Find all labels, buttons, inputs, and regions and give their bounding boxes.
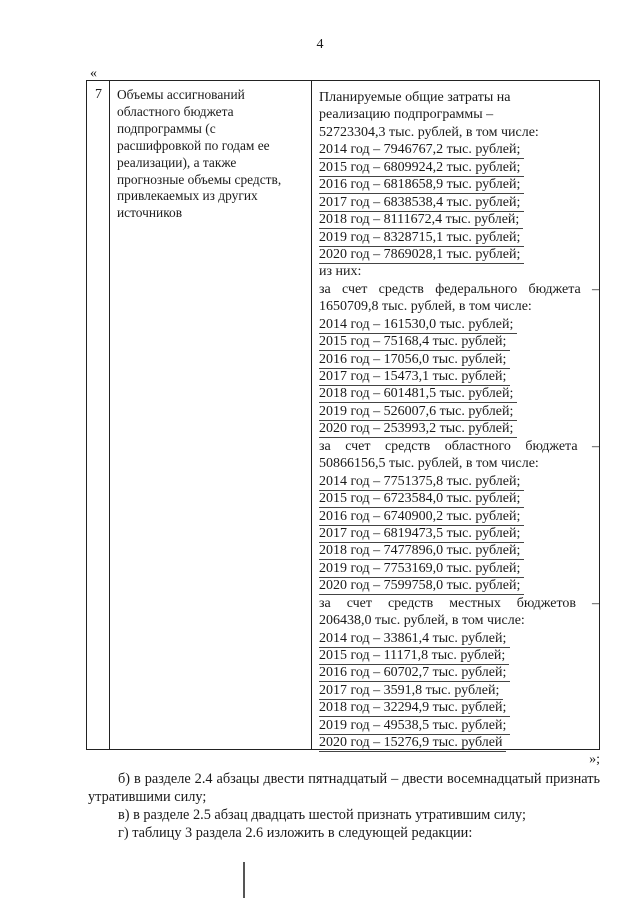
- value-text: 1650709,8 тыс. рублей, в том числе:: [319, 299, 532, 315]
- value-line: за счет средств областного бюджета –: [319, 438, 599, 454]
- page-number: 4: [316, 37, 324, 52]
- value-line: [319, 106, 599, 123]
- value-line: [319, 333, 599, 350]
- paragraph-g: г) таблицу 3 раздела 2.6 изложить в следующей редакции:: [118, 825, 473, 841]
- row-description: [117, 87, 285, 222]
- value-text: реализацию подпрограммы –: [319, 107, 494, 123]
- closing-quote-mark: »;: [589, 752, 600, 767]
- value-text: 2020 год – 7869028,1 тыс. рублей;: [319, 247, 524, 264]
- description-line: источников: [117, 205, 183, 221]
- value-text: 2015 год – 6809924,2 тыс. рублей;: [319, 160, 524, 177]
- value-line: [319, 159, 599, 176]
- value-line: [319, 141, 599, 158]
- value-line: [319, 298, 599, 315]
- value-text: 2014 год – 33861,4 тыс. рублей;: [319, 631, 510, 648]
- description-line: областного бюджета: [117, 103, 234, 119]
- value-text: Планируемые общие затраты на: [319, 90, 511, 105]
- value-line: за счет средств местных бюджетов –: [319, 595, 599, 611]
- value-line: [319, 577, 599, 594]
- value-line: [319, 385, 599, 402]
- description-line: расшифровкой по годам ее: [117, 137, 270, 153]
- value-line: [319, 699, 599, 716]
- description-line: привлекаемых из других: [117, 188, 258, 204]
- value-text: 2016 год – 17056,0 тыс. рублей;: [319, 352, 510, 369]
- value-text: 2018 год – 601481,5 тыс. рублей;: [319, 386, 517, 403]
- value-text: 2014 год – 7751375,8 тыс. рублей;: [319, 474, 524, 491]
- value-text: 2018 год – 7477896,0 тыс. рублей;: [319, 543, 524, 560]
- value-line: [319, 682, 599, 699]
- value-line: [319, 194, 599, 211]
- value-line: [319, 508, 599, 525]
- description-line: подпрограммы (с: [117, 120, 216, 136]
- value-text: 2017 год – 3591,8 тыс. рублей;: [319, 683, 503, 700]
- value-line: [319, 403, 599, 420]
- description-line: Объемы ассигнований: [117, 87, 245, 102]
- value-text: 2015 год – 75168,4 тыс. рублей;: [319, 334, 510, 351]
- value-text: 2018 год – 8111672,4 тыс. рублей;: [319, 212, 523, 229]
- value-text: из них:: [319, 264, 362, 280]
- value-line: [319, 612, 599, 629]
- value-text: 2019 год – 7753169,0 тыс. рублей;: [319, 561, 524, 578]
- value-line: [319, 490, 599, 507]
- value-text: 2015 год – 6723584,0 тыс. рублей;: [319, 491, 524, 508]
- value-text: 2019 год – 49538,5 тыс. рублей;: [319, 718, 510, 735]
- opening-quote-mark: «: [90, 66, 97, 81]
- value-text: 2015 год – 11171,8 тыс. рублей;: [319, 648, 509, 665]
- value-line: [319, 229, 599, 246]
- value-line: [319, 246, 599, 263]
- subprogram-funding-table: [86, 80, 600, 750]
- value-line: [319, 630, 599, 647]
- value-text: 2016 год – 6740900,2 тыс. рублей;: [319, 509, 524, 526]
- value-line: [319, 560, 599, 577]
- value-line: [319, 316, 599, 333]
- value-text: 2014 год – 7946767,2 тыс. рублей;: [319, 142, 524, 159]
- value-text: 206438,0 тыс. рублей, в том числе:: [319, 613, 525, 629]
- value-text: 2020 год – 7599758,0 тыс. рублей;: [319, 578, 524, 595]
- row-value-cell: [319, 89, 599, 752]
- value-line: [319, 717, 599, 734]
- value-text: 2020 год – 15276,9 тыс. рублей: [319, 735, 506, 752]
- row-number: 7: [95, 87, 102, 102]
- value-line: [319, 420, 599, 437]
- value-line: [319, 124, 599, 141]
- value-text: 2017 год – 15473,1 тыс. рублей;: [319, 369, 510, 386]
- value-line: [319, 734, 599, 751]
- value-line: [319, 176, 599, 193]
- description-line: прогнозные объемы средств,: [117, 171, 282, 187]
- value-line: [319, 211, 599, 228]
- table-column-divider: [109, 81, 110, 749]
- value-line: [319, 473, 599, 490]
- description-line: реализации), а также: [117, 154, 237, 170]
- value-line: [319, 368, 599, 385]
- binding-mark: [241, 862, 247, 898]
- value-text: 2017 год – 6838538,4 тыс. рублей;: [319, 195, 524, 212]
- value-text: 2017 год – 6819473,5 тыс. рублей;: [319, 526, 524, 543]
- value-text: 2018 год – 32294,9 тыс. рублей;: [319, 700, 510, 717]
- value-text: 2019 год – 526007,6 тыс. рублей;: [319, 404, 517, 421]
- value-line: [319, 664, 599, 681]
- value-line: [319, 525, 599, 542]
- value-text: 52723304,3 тыс. рублей, в том числе:: [319, 124, 539, 140]
- paragraph-b: б) в разделе 2.4 абзацы двести пятнадцатый – двести восемнадцатый признать утратившими силу;: [88, 771, 600, 805]
- value-text: 2019 год – 8328715,1 тыс. рублей;: [319, 230, 524, 247]
- value-text: 2014 год – 161530,0 тыс. рублей;: [319, 317, 517, 334]
- value-line: [319, 542, 599, 559]
- value-text: 2016 год – 60702,7 тыс. рублей;: [319, 665, 510, 682]
- value-text: 2020 год – 253993,2 тыс. рублей;: [319, 421, 517, 438]
- value-line: [319, 351, 599, 368]
- value-text: 2016 год – 6818658,9 тыс. рублей;: [319, 177, 524, 194]
- value-line: [319, 455, 599, 472]
- value-line: [319, 647, 599, 664]
- table-column-divider: [311, 81, 312, 749]
- value-line: [319, 263, 599, 280]
- value-line: за счет средств федерального бюджета –: [319, 281, 599, 297]
- paragraph-v: в) в разделе 2.5 абзац двадцать шестой признать утратившим силу;: [118, 807, 526, 823]
- value-text: 50866156,5 тыс. рублей, в том числе:: [319, 456, 539, 472]
- value-line: [319, 89, 599, 106]
